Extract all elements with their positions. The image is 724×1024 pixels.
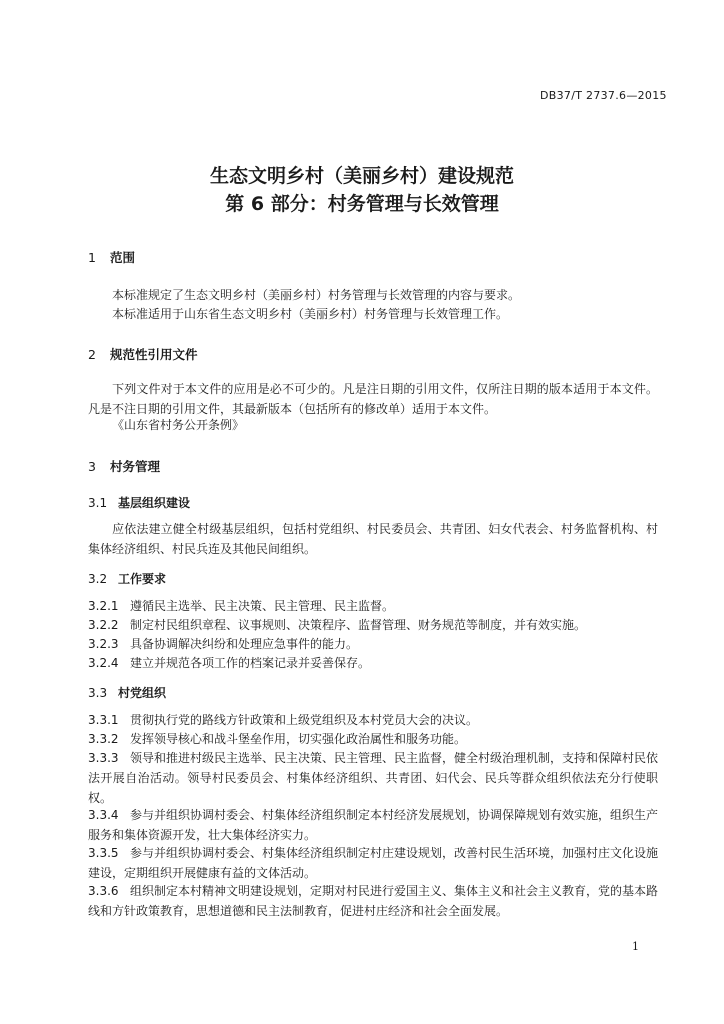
document-subtitle: 第 6 部分：村务管理与长效管理 xyxy=(225,193,499,215)
subsection-number: 3.3 xyxy=(88,686,108,700)
clause-3-2-3: 3.2.3 具备协调解决纠纷和处理应急事件的能力。 xyxy=(88,637,359,651)
section-number: 3 xyxy=(88,459,96,474)
section-title: 范围 xyxy=(110,250,136,265)
section-title: 村务管理 xyxy=(110,459,161,474)
paragraph: 应依法建立健全村级基层组织，包括村党组织、村民委员会、共青团、妇女代表会、村务监督机构、村集体经济组织、村民兵连及其他民间组织。 xyxy=(88,522,658,556)
standard-code: DB37/T 2737.6—2015 xyxy=(540,89,667,102)
referenced-document: 《山东省村务公开条例》 xyxy=(112,418,245,432)
clause-3-3-2: 3.3.2 发挥领导核心和战斗堡垒作用，切实强化政治属性和服务功能。 xyxy=(88,732,467,746)
clause-3-3-4: 3.3.4 参与并组织协调村委会、村集体经济组织制定本村经济发展规划，协调保障规划有效实施，组织生产服务和集体资源开发，壮大集体经济实力。 xyxy=(88,808,659,842)
subsection-3-2-heading xyxy=(88,570,166,587)
clause-3-3-3: 3.3.3 领导和推进村级民主选举、民主决策、民主管理、民主监督，健全村级治理机制，支持和保障村民依法开展自治活动。领导村民委员会、村集体经济组织、共青团、妇代会、民兵等群众组织依法充分行使职权。 xyxy=(88,751,659,805)
subsection-title: 工作要求 xyxy=(118,572,167,586)
subsection-number: 3.1 xyxy=(88,496,108,510)
subsection-number: 3.2 xyxy=(88,572,108,586)
subsection-title: 村党组织 xyxy=(118,686,167,700)
section-3-heading xyxy=(88,457,160,475)
clause-3-3-1: 3.3.1 贯彻执行党的路线方针政策和上级党组织及本村党员大会的决议。 xyxy=(88,713,479,727)
clause-3-2-1: 3.2.1 遵循民主选举、民主决策、民主管理、民主监督。 xyxy=(88,599,395,613)
section-number: 1 xyxy=(88,250,96,265)
section-2-heading xyxy=(88,345,198,363)
subsection-title: 基层组织建设 xyxy=(118,496,191,510)
clause-3-2-4: 3.2.4 建立并规范各项工作的档案记录并妥善保存。 xyxy=(88,656,371,670)
section-1-heading xyxy=(88,248,135,266)
clause-3-2-2: 3.2.2 制定村民组织章程、议事规则、决策程序、监督管理、财务规范等制度，并有效实施。 xyxy=(88,618,587,632)
paragraph: 本标准适用于山东省生态文明乡村（美丽乡村）村务管理与长效管理工作。 xyxy=(112,307,509,321)
subsection-3-1-heading xyxy=(88,494,190,511)
paragraph: 下列文件对于本文件的应用是必不可少的。凡是注日期的引用文件，仅所注日期的版本适用于本文件。凡是不注日期的引用文件，其最新版本（包括所有的修改单）适用于本文件。 xyxy=(88,382,658,416)
clause-3-3-5: 3.3.5 参与并组织协调村委会、村集体经济组织制定村庄建设规划，改善村民生活环境，加强村庄文化设施建设，定期组织开展健康有益的文体活动。 xyxy=(88,846,659,880)
page-number: 1 xyxy=(632,940,639,953)
paragraph: 本标准规定了生态文明乡村（美丽乡村）村务管理与长效管理的内容与要求。 xyxy=(112,288,521,302)
document-title: 生态文明乡村（美丽乡村）建设规范 xyxy=(209,165,514,187)
section-number: 2 xyxy=(88,347,96,362)
section-title: 规范性引用文件 xyxy=(110,347,198,362)
clause-3-3-6: 3.3.6 组织制定本村精神文明建设规划，定期对村民进行爱国主义、集体主义和社会主义教育，党的基本路线和方针政策教育，思想道德和民主法制教育，促进村庄经济和社会全面发展。 xyxy=(88,884,659,918)
subsection-3-3-heading xyxy=(88,684,166,701)
